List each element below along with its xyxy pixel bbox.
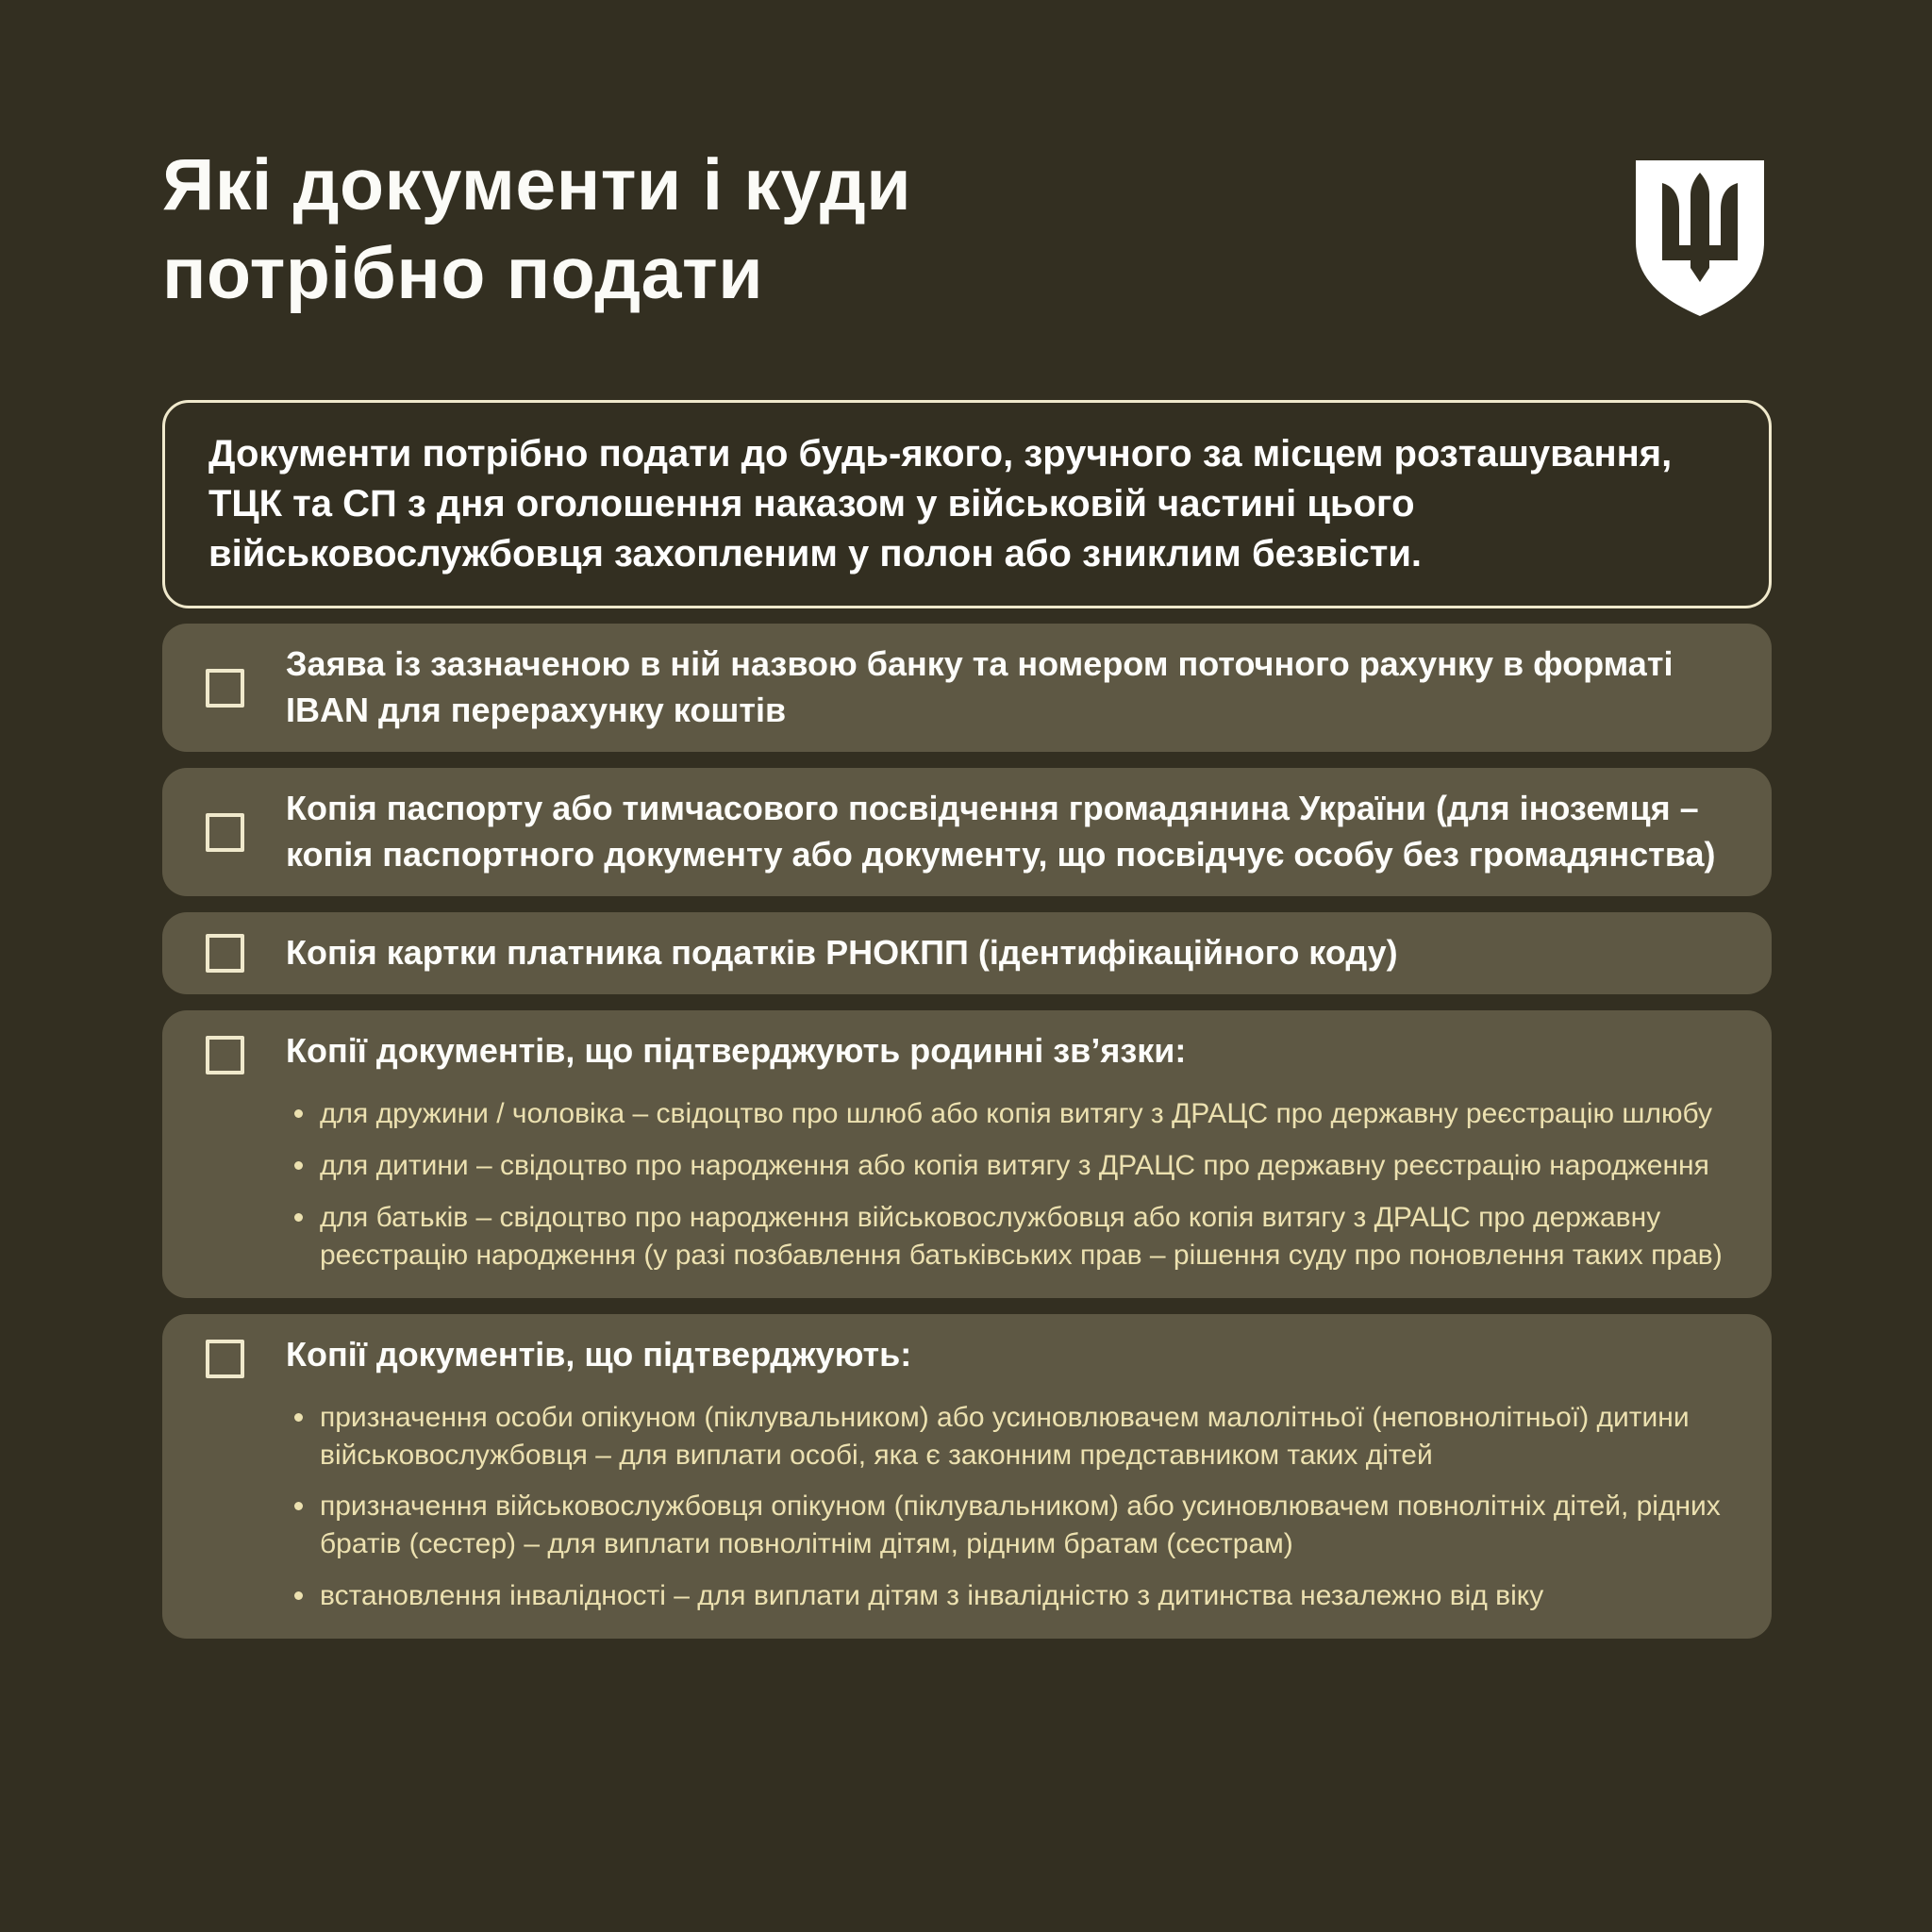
bullet-item-parents: для батьків – свідоцтво про народження військовослужбовця або копія витягу з ДРАЦС про державну реєстрацію народження (у разі позбавлення батьківських прав – рішення суду про поновлення таких прав) [286, 1199, 1726, 1274]
checklist-item-tax-id-copy [162, 912, 1772, 994]
checklist-item-label: Копія паспорту або тимчасового посвідчення громадянина України (для іноземця – копія паспортного документу або документу, що посвідчує особу без громадянства) [286, 789, 1716, 874]
bullet-item-serviceman-as-guardian: призначення військовослужбовця опікуном (піклувальником) або усиновлювачем повнолітніх дітей, рідних братів (сестер) – для виплати повнолітнім дітям, рідним братам (сестрам) [286, 1488, 1726, 1563]
bullet-item-guardian-of-minor: призначення особи опікуном (піклувальником) або усиновлювачем малолітньої (неповнолітньої) дитини військовослужбовця – для виплати особі, яка є законним представником таких дітей [286, 1399, 1726, 1474]
checklist-item-passport-copy [162, 768, 1772, 896]
checklist-item-bank-statement [162, 624, 1772, 752]
checklist-item-confirming-documents [162, 1314, 1772, 1639]
intro-note-text: Документи потрібно подати до будь-якого, зручного за місцем розташування, ТЦК та СП з дня оголошення наказом у військовій частині цього військовослужбовця захопленим у полон або зниклим безвісти. [208, 432, 1673, 575]
checklist-item-label: Копії документів, що підтверджують: [286, 1334, 912, 1374]
intro-note-box [162, 400, 1772, 609]
bullet-list [286, 1095, 1726, 1274]
checklist-item-family-ties-documents [162, 1010, 1772, 1298]
page-title [162, 142, 1772, 319]
header [162, 142, 1772, 319]
checkbox-icon [206, 1340, 244, 1378]
page-title-line1: Які документи і куди [162, 144, 912, 225]
checklist-item-label: Копії документів, що підтверджують родинні зв’язки: [286, 1031, 1187, 1071]
checkbox-icon [206, 1036, 244, 1074]
bullet-item-disability: встановлення інвалідності – для виплати дітям з інвалідністю з дитинства незалежно від віку [286, 1577, 1726, 1615]
ministry-of-defence-trident-shield-icon [1628, 155, 1772, 322]
checkbox-icon [206, 669, 244, 708]
bullet-item-spouse: для дружини / чоловіка – свідоцтво про шлюб або копія витягу з ДРАЦС про державну реєстрацію шлюбу [286, 1095, 1726, 1133]
checklist-item-label: Копія картки платника податків РНОКПП (ідентифікаційного коду) [286, 933, 1398, 973]
checklist [162, 624, 1772, 1639]
checkbox-icon [206, 813, 244, 852]
bullet-list [286, 1399, 1726, 1615]
page-title-line2: потрібно подати [162, 232, 764, 314]
checklist-item-label: Заява із зазначеною в ній назвою банку та номером поточного рахунку в форматі IBAN для перерахунку коштів [286, 644, 1674, 730]
checklist-item-body [286, 641, 1726, 734]
checklist-item-body [286, 1028, 1726, 1280]
bullet-item-child: для дитини – свідоцтво про народження або копія витягу з ДРАЦС про державну реєстрацію народження [286, 1147, 1726, 1185]
checklist-item-body [286, 930, 1726, 976]
checkbox-icon [206, 934, 244, 973]
checklist-item-body [286, 1332, 1726, 1621]
checklist-item-body [286, 786, 1726, 878]
